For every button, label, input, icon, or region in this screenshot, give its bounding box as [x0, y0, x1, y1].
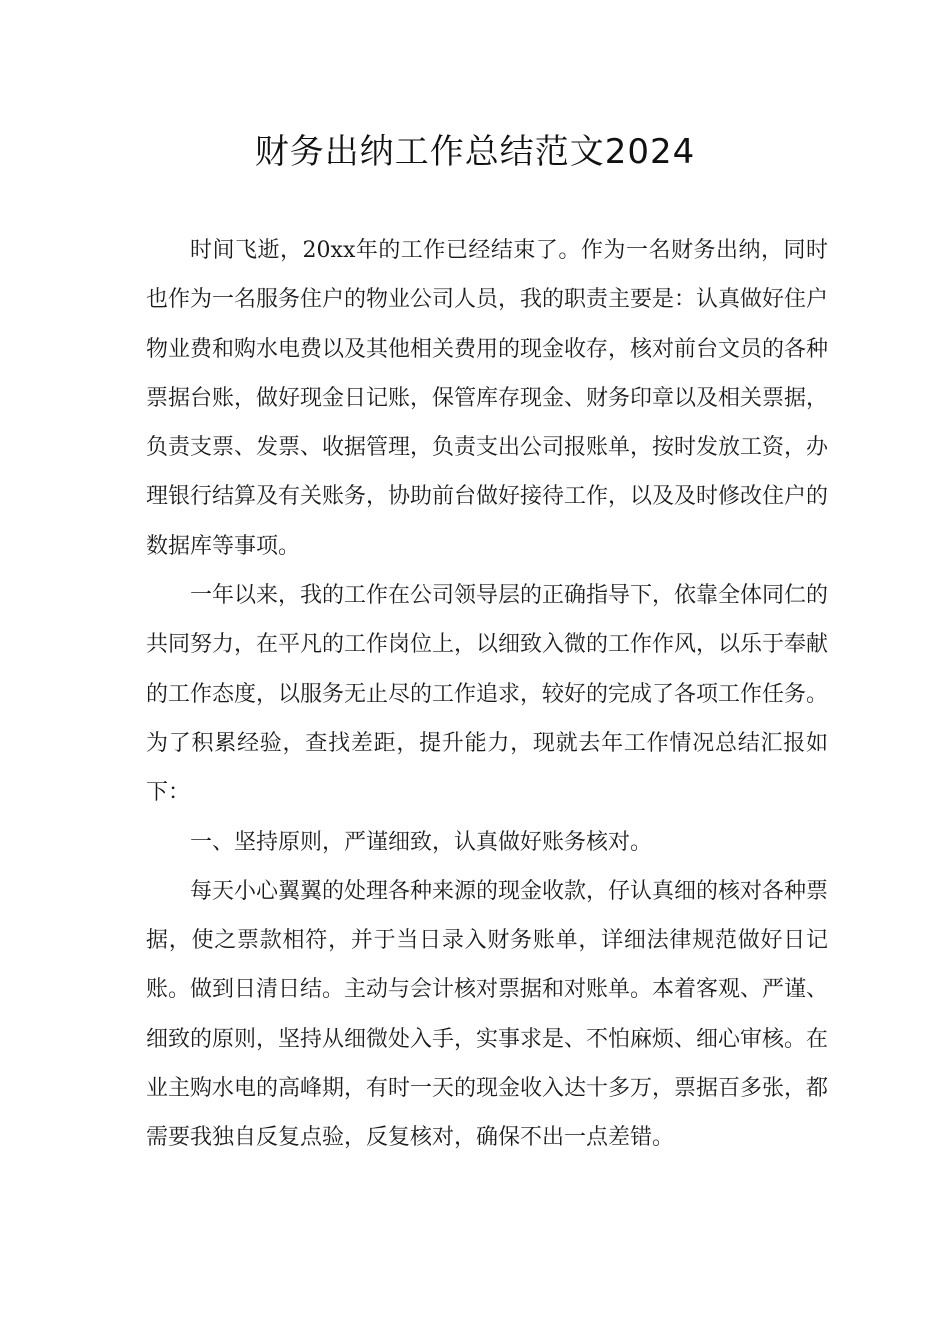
section-heading-1: 一、坚持原则，严谨细致，认真做好账务核对。 — [190, 829, 653, 855]
paragraph-section-1: 每天小心翼翼的处理各种来源的现金收款，仔认真细的核对各种票据，使之票款相符，并于当日录入财务账单，详细法律规范做好日记账。做到日清日结。主动与会计核对票据和对账单。本着客观、严谨、细致的原则，坚持从细微处入手，实事求是、不怕麻烦、细心审核。在业主购水电的高峰期，有时一天的现金收入达十多万，票据百多张，都需要我独自反复点验，反复核对，确保不出一点差错。 — [146, 878, 829, 1151]
paragraph-overview: 一年以来，我的工作在公司领导层的正确指导下，依靠全体同仁的共同努力，在平凡的工作岗位上，以细致入微的工作作风，以乐于奉献的工作态度，以服务无止尽的工作追求，较好的完成了各项工作任务。为了积累经验，查找差距，提升能力，现就去年工作情况总结汇报如下： — [146, 583, 829, 806]
paragraph-intro: 时间飞逝，20xx年的工作已经结束了。作为一名财务出纳，同时也作为一名服务住户的物业公司人员，我的职责主要是：认真做好住户物业费和购水电费以及其他相关费用的现金收存，核对前台文员的各种票据台账，做好现金日记账，保管库存现金、财务印章以及相关票据，负责支票、发票、收据管理，负责支出公司报账单，按时发放工资，办理银行结算及有关账务，协助前台做好接待工作，以及及时修改住户的数据库等事项。 — [146, 238, 829, 559]
document-title: 财务出纳工作总结范文2024 — [254, 132, 696, 172]
document-body — [146, 226, 828, 1163]
